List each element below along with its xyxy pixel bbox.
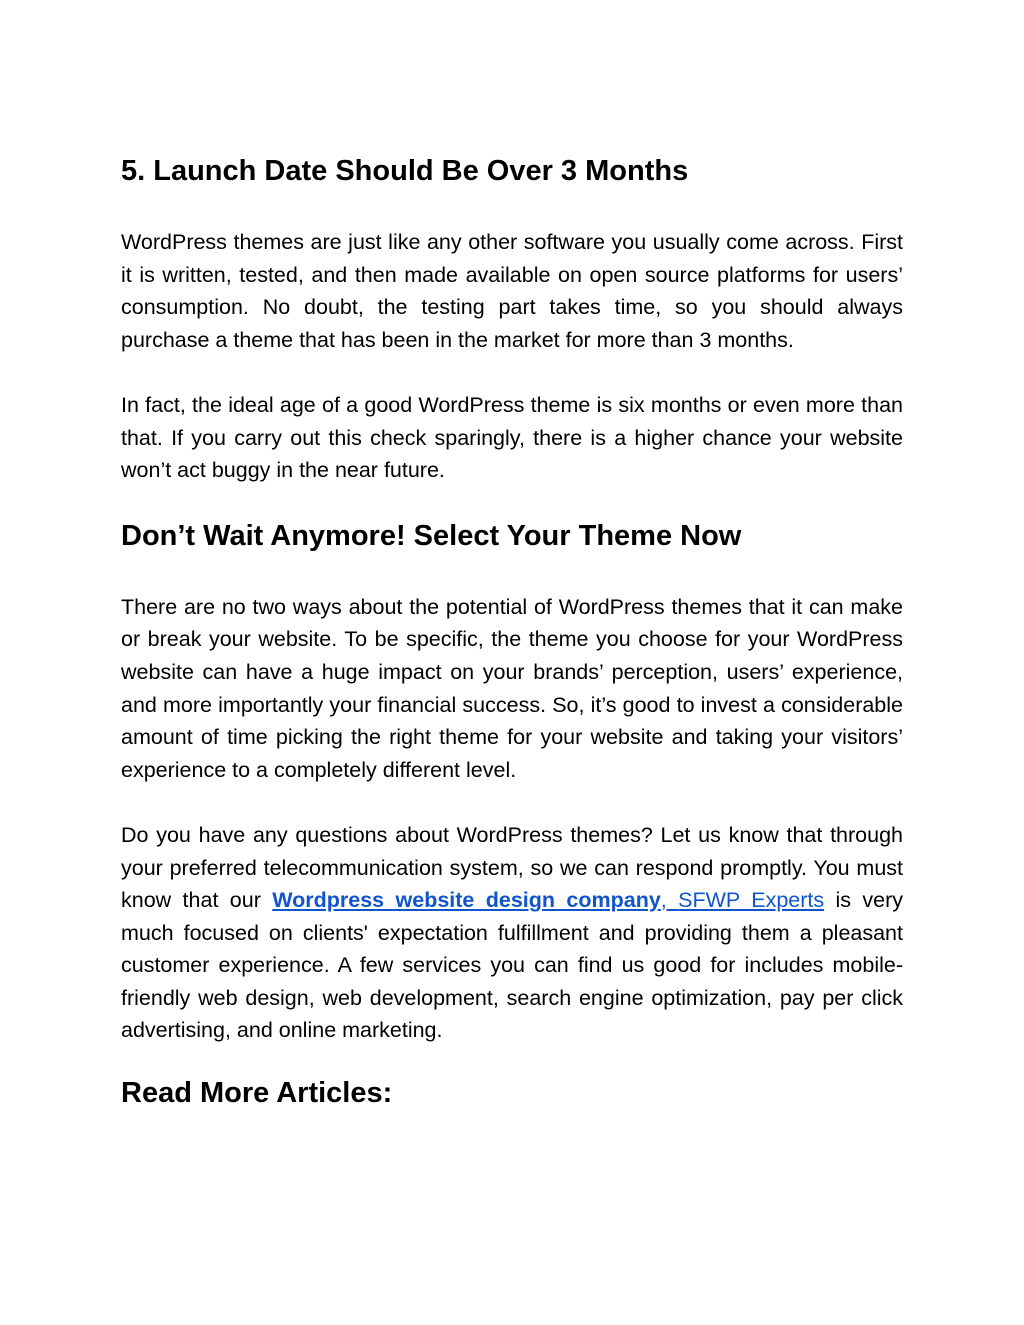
wordpress-design-company-link[interactable]: Wordpress website design company (272, 888, 661, 913)
link-separator[interactable]: , (660, 888, 679, 913)
select-paragraph-2-outro: is very much focused on clients' expectation fulfillment and providing them a pleasant customer experience. A few services you can find us good for includes mobile-friendly web design, web development, search engine optimization, pay per click advertising, and online marketing. (121, 888, 904, 1043)
select-paragraph-2 (121, 819, 903, 1047)
document-page (121, 148, 903, 1116)
sfwp-experts-link[interactable]: SFWP Experts (678, 888, 825, 913)
section-heading-read-more: Read More Articles: (121, 1077, 393, 1110)
section-heading-select-theme: Don’t Wait Anymore! Select Your Theme Now (121, 519, 742, 552)
launch-paragraph-2: In fact, the ideal age of a good WordPress theme is six months or even more than that. If you carry out this check sparingly, there is a higher chance your website won’t act buggy in the near future. (121, 392, 903, 483)
select-paragraph-1: There are no two ways about the potential of WordPress themes that it can make or break your website. To be specific, the theme you choose for your WordPress website can have a huge impact on your brands’ perception, users’ experience, and more importantly your financial success. So, it’s good to invest a considerable amount of time picking the right theme for your website and taking your visitors’ experience to a completely different level. (121, 594, 903, 782)
launch-paragraph-1: WordPress themes are just like any other software you usually come across. First it is written, tested, and then made available on open source platforms for users’ consumption. No doubt, the testing part takes time, so you should always purchase a theme that has been in the market for more than 3 months. (121, 230, 903, 352)
select-paragraph-2-intro: Do you have any questions about WordPress themes? Let us know that through your preferred telecommunication system, so we can respond promptly. You must know that our (121, 822, 903, 913)
section-heading-launch-date: 5. Launch Date Should Be Over 3 Months (121, 155, 689, 187)
